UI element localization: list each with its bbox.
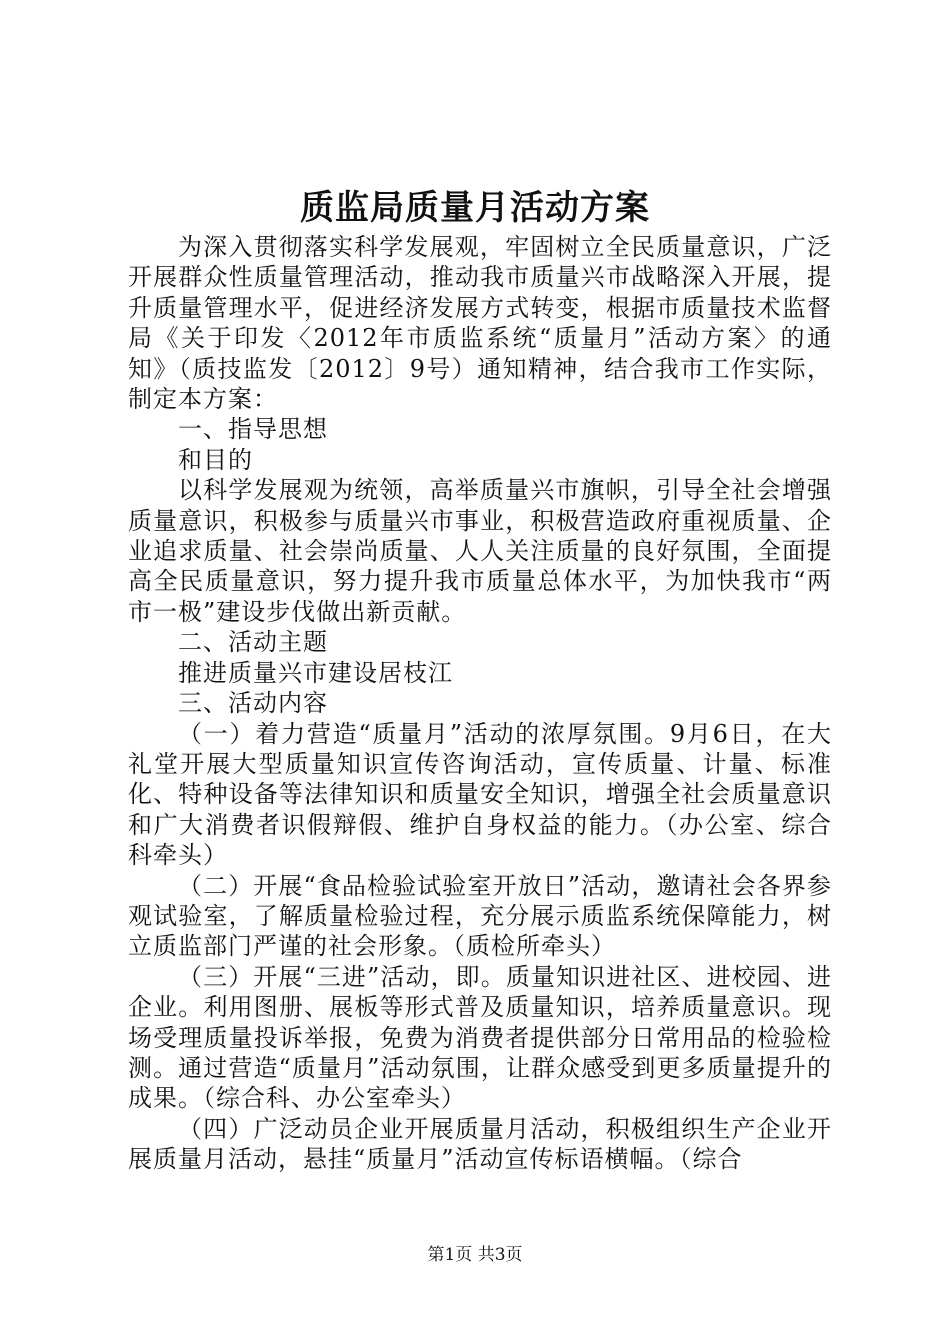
section-heading-continuation: 和目的 [178,445,253,474]
document-body [128,232,832,1175]
section-heading-guiding-thought: 一、指导思想 [178,415,328,444]
paragraph-guiding-thought: 以科学发展观为统领，高举质量兴市旗帜，引导全社会增强质量意识，积极参与质量兴市事业，积极营造政府重视质量、企业追求质量、社会崇尚质量、人人关注质量的良好氛围，全面提高全民质量意识，努力提升我市质量总体水平，为加快我市“两市一极”建设步伐做出新贡献。 [128,476,832,626]
paragraph-intro: 为深入贯彻落实科学发展观，牢固树立全民质量意识，广泛开展群众性质量管理活动，推动我市质量兴市战略深入开展，提升质量管理水平，促进经济发展方式转变，根据市质量技术监督局《关于印发〈2012年市质监系统“质量月”活动方案〉的通知》（质技监发〔2012〕9号）通知精神，结合我市工作实际，制定本方案： [128,233,832,414]
paragraph-item-3: （三）开展“三进”活动，即。质量知识进社区、进校园、进企业。利用图册、展板等形式普及质量知识，培养质量意识。现场受理质量投诉举报，免费为消费者提供部分日常用品的检验检测。通过营造“质量月”活动氛围，让群众感受到更多质量提升的成果。（综合科、办公室牵头） [128,962,832,1113]
paragraph-item-1: （一）着力营造“质量月”活动的浓厚氛围。9月6日，在大礼堂开展大型质量知识宣传咨询活动，宣传质量、计量、标准化、特种设备等法律知识和质量安全知识，增强全社会质量意识和广大消费者识假辩假、维护自身权益的能力。（办公室、综合科牵头） [128,719,832,870]
section-heading-theme: 二、活动主题 [178,628,328,657]
page-footer: 第1页 共3页 [427,1245,523,1265]
paragraph-theme: 推进质量兴市建设居枝江 [178,658,453,687]
paragraph-item-4: （四）广泛动员企业开展质量月活动，积极组织生产企业开展质量月活动，悬挂“质量月”活动宣传标语横幅。（综合 [128,1114,832,1174]
paragraph-item-2: （二）开展“食品检验试验室开放日”活动，邀请社会各界参观试验室，了解质量检验过程，充分展示质监系统保障能力，树立质监部门严谨的社会形象。（质检所牵头） [128,871,832,961]
section-heading-content: 三、活动内容 [178,689,328,718]
document-title: 质监局质量月活动方案 [300,188,650,228]
